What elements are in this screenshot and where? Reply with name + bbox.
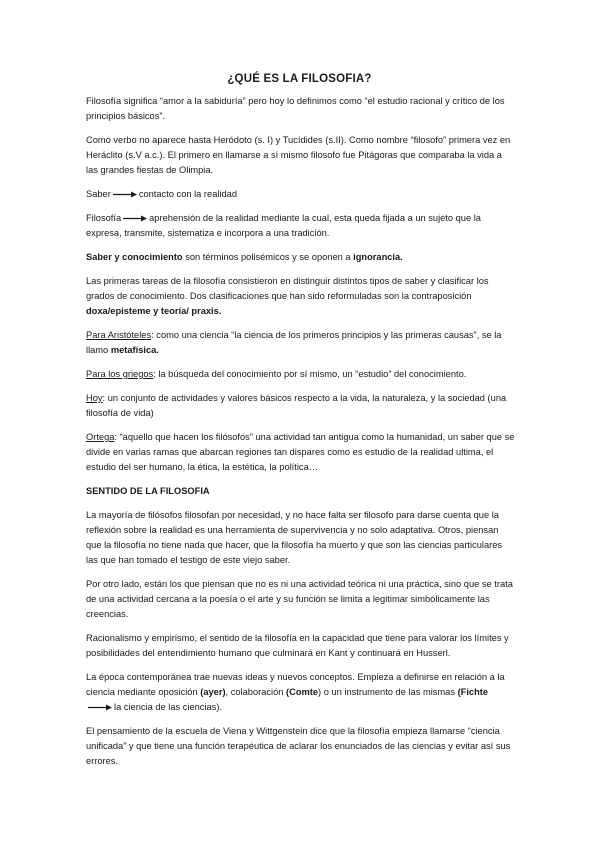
underlined-label: Hoy — [86, 393, 103, 403]
bold-term: metafísica. — [110, 345, 159, 355]
arrow-right-icon — [122, 214, 148, 223]
paragraph-aristoteles — [86, 328, 516, 358]
text-run: La época contemporánea trae nuevas ideas y nuevos conceptos. Empieza a definirse en relación a la ciencia mediante oposición — [86, 672, 505, 697]
paragraph-sentido-4 — [86, 670, 516, 715]
underlined-label: Para los griegos — [86, 369, 154, 379]
text-run: son términos polisémicos y se oponen a — [182, 252, 354, 262]
text-run: : como una ciencia “la ciencia de los primeros principios y las primeras causas”, se la llamo — [86, 330, 502, 355]
bold-term: (Fichte — [457, 687, 489, 697]
saber-term: Saber — [86, 189, 111, 199]
paragraph-saber-conocimiento — [86, 250, 516, 265]
saber-line — [86, 187, 516, 202]
bold-term: Saber y conocimiento — [86, 252, 183, 262]
paragraph-definition: Filosofía significa “amor a la sabiduría” pero hoy lo definimos como “el estudio racional y crítico de los principios básicos”. — [86, 96, 505, 121]
text-run: : la búsqueda del conocimiento por sí mismo, un “estudio” del conocimiento. — [153, 369, 467, 379]
page-title: ¿QUÉ ES LA FILOSOFIA? — [227, 73, 372, 85]
text-run: la ciencia de las ciencias). — [114, 702, 222, 712]
bold-term: (Comte — [286, 687, 319, 697]
paragraph-griegos — [86, 367, 516, 382]
section-heading: SENTIDO DE LA FILOSOFIA — [86, 486, 210, 496]
filosofia-line — [86, 211, 516, 241]
bold-term: (ayer) — [200, 687, 226, 697]
text-run: , colaboración — [225, 687, 287, 697]
text-run: Las primeras tareas de la filosofía consistieron en distinguir distintos tipos de saber y clasificar los grados de conocimiento. Dos clasificaciones que han sido reformuladas son la contraposición — [86, 276, 489, 301]
text-run: : un conjunto de actividades y valores básicos respecto a la vida, la naturaleza, y la sociedad (una filosofía de vida) — [86, 393, 507, 418]
paragraph-sentido-5: El pensamiento de la escuela de Viena y Wittgenstein dice que la filosofía empieza llamarse “ciencia unificada” y que tiene una función terapéutica de aclarar los enunciados de las ciencias y evitar así sus errores. — [86, 726, 511, 766]
bold-term: ignorancia. — [353, 252, 403, 262]
text-run: : “aquello que hacen los filósofos” una actividad tan antigua como la humanidad, un saber que se divide en varias ramas que abarcan regiones tan dispares como es estudio de la realidad ultima, el estudio del ser humano, la ética, la estética, la política… — [86, 432, 515, 472]
arrow-right-icon — [112, 190, 138, 199]
underlined-label: Para Aristóteles — [86, 330, 152, 340]
paragraph-tareas — [86, 274, 516, 319]
underlined-label: Ortega — [86, 432, 115, 442]
paragraph-sentido-3: Racionalismo y empirismo, el sentido de la filosofía en la capacidad que tiene para valorar los límites y posibilidades del entendimiento humano que culminará en Kant y continuará en Husserl. — [86, 633, 509, 658]
filosofia-definition: aprehensión de la realidad mediante la cual, esta queda fijada a un sujeto que la expresa, transmite, sistematiza e incorpora a una tradición. — [86, 213, 481, 238]
paragraph-hoy — [86, 391, 516, 421]
document-body — [86, 94, 516, 778]
bold-term: doxa/episteme y teoría/ praxis. — [86, 306, 222, 316]
paragraph-history: Como verbo no aparece hasta Heródoto (s. I) y Tucídides (s.II). Como nombre “filosofo” primera vez en Heráclito (s.V a.c.). El primero en llamarse a sí mismo filosofo fue Pitágoras que comparaba la vida a las grandes fiestas de Olimpia. — [86, 135, 511, 175]
arrow-right-icon — [87, 703, 113, 712]
text-run: ) o un instrumento de las mismas — [318, 687, 458, 697]
paragraph-ortega — [86, 430, 516, 475]
paragraph-sentido-1: La mayoría de filósofos filosofan por necesidad, y no hace falta ser filosofo para darse cuenta que la reflexión sobre la realidad es una herramienta de supervivencia y no solo adaptativa. Otros, piensan que la filosofía no tiene nada que hacer, que la filosofía ha muerto y que son las ciencias particulares las que han tomado el testigo de este viejo saber. — [86, 510, 503, 565]
saber-definition: contacto con la realidad — [138, 189, 238, 199]
paragraph-sentido-2: Por otro lado, están los que piensan que no es ni una actividad teórica ni una práctica, sino que se trata de una actividad cercana a la poesía o el arte y su función se limita a legitimar simbólicamente las creencias. — [86, 579, 513, 619]
filosofia-term: Filosofía — [86, 213, 122, 223]
